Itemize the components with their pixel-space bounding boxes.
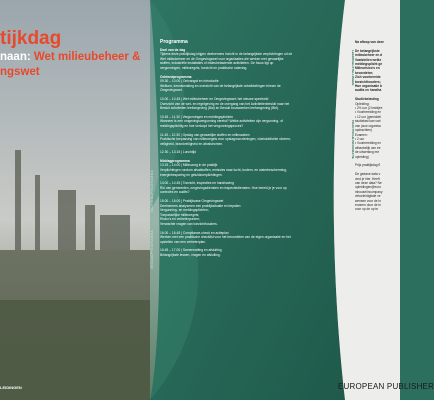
vertical-label-afternoon: MIDDAGPROGRAMMA — [150, 230, 154, 269]
right-column-line: Examen: — [355, 132, 368, 137]
right-column-line: De gedane data v — [355, 172, 381, 177]
program-line: Vergunning- en meldingsplichten; — [160, 208, 209, 213]
vertical-label-goals: LEERDOELSTELLINGEN — [351, 50, 355, 86]
program-line: meldingsplichtig en hoe verloopt het vergunningsproces? — [160, 123, 244, 128]
program-line: 15.00 – 16.00 | Praktijkcase Omgevingswet — [160, 199, 224, 204]
program-line: Deelnemers analyseren een praktijksituatie en bepalen: — [160, 203, 242, 208]
right-column-line: audits en handha — [355, 88, 382, 93]
program-heading: Programma — [160, 39, 188, 45]
program-line: 12.30 – 13.15 | Lunchtijd — [160, 150, 197, 155]
program-line: 16.45 – 17.00 | Samenvatting en afsluiting — [160, 248, 222, 253]
program-section — [160, 97, 340, 111]
right-column-line: opleiding) — [355, 154, 369, 159]
right-column-line: Prijs praktijkdag € — [355, 163, 381, 168]
bottom-left-label: LEIDINGEN — [0, 385, 22, 390]
program-line: Verwachte vragen van toezichthouders. — [160, 222, 218, 226]
program-section — [160, 231, 340, 245]
program-line: 11.45 – 12.30 | Opslag van gevaarlijke stoffen en milieuzaken — [160, 132, 250, 137]
program-line: Praktische toepassing van milieuregels voor opslagvoorzieningen, vloeistofdichte vloeren, — [160, 137, 291, 142]
program-line: Toepasselijke milieuregels; — [160, 212, 200, 217]
program-line: Rol van gemeenten, omgevingsdiensten en inspectiediensten. Hoe bereid je je voor op — [160, 185, 287, 190]
program-line: Wanneer is een omgevingsvergunning vereist? Welke activiteiten zijn vergunning- of — [160, 119, 283, 124]
program-line: stoffen, industriële installaties of milieubelastende activiteiten. De focus ligt op — [160, 61, 274, 66]
program-line: 13.15 – 14.00 | Milieuzorg in de praktijk — [160, 163, 218, 168]
right-info-column — [355, 40, 403, 212]
program-section-title: Middagprogramma — [160, 158, 190, 163]
right-column-line: Na afloop van deze — [355, 40, 384, 44]
program-line: Besluit activiteiten leefomgeving (Bal) en Besluit bouwwerken leefomgeving (Bbl). — [160, 106, 279, 111]
right-column-line: virtuele/digitale ve — [355, 194, 381, 199]
right-column-line: wensen voor de In — [355, 198, 382, 203]
right-column-line: Vaststellen welke — [355, 57, 382, 62]
program-line: Tijdens deze praktijkdag krijgen deelnemers inzicht in de belangrijkste verplichtingen uit de — [160, 52, 293, 57]
program-line: 10.45 – 11.30 | Vergunningen en meldingsplichten — [160, 114, 234, 119]
program-line: Wet milieubeheer en de Omgevingswet voor organisaties die werken met gevaarlijke — [160, 56, 284, 61]
program-panel — [160, 40, 340, 262]
right-column-line: • 12 uur (gemiddel — [355, 114, 381, 119]
program-line: vergunningen, milieuregels, toezicht en praktische naleving. — [160, 65, 248, 70]
right-column-line: van deze data? Ne — [355, 180, 382, 185]
page-title: tijkdag — [0, 28, 62, 49]
right-column-line: • 2½ uur (2 lesbijee — [355, 106, 383, 111]
program-line: 14.00 – 14.45 | Toezicht, inspecties en handhaving — [160, 181, 234, 186]
program-line: 09.30 – 10.00 | Ontvangst en introductie — [160, 79, 219, 84]
program-section — [160, 48, 340, 71]
program-sections — [160, 48, 340, 258]
right-column-line: Opleiding: — [355, 101, 370, 106]
program-section-title: Ochtendprogramma — [160, 74, 192, 79]
program-line: Werken met een praktische checklist voor het beoordelen van de eigen organisatie en het — [160, 235, 291, 240]
right-column-line: • Voorbereiding en — [355, 110, 382, 115]
right-column-line: vind je hier. Heeft — [355, 176, 380, 181]
program-line: Overzicht van de wet- en regelgeving en de overgang van het Activiteitenbesluit naar het — [160, 101, 290, 106]
program-section — [160, 181, 340, 195]
program-line: Omgevingswet. — [160, 88, 183, 93]
subtitle-highlight: Wet milieubeheer & — [33, 51, 141, 63]
program-line: Verplichtingen rondom afvalstoffen, emissies naar lucht, bodem- en waterbescherming, — [160, 168, 287, 173]
program-line: Belangrijkste lessen, vragen en afsluiting. — [160, 252, 221, 257]
program-line: veiligheid, brandveiligheid en afvalstromen. — [160, 141, 224, 146]
right-column-line: van jouw organisa — [355, 123, 381, 128]
right-column-line: Hun organisatie b — [355, 84, 382, 89]
program-section — [160, 133, 340, 147]
program-section — [160, 248, 340, 257]
program-line: 10.00 – 10.45 | Wet milieubeheer en Omgevingswet: het nieuwe speelveld — [160, 96, 269, 101]
program-section — [160, 115, 340, 129]
right-column-line: studielast kan vari — [355, 119, 381, 124]
right-column-line: afhankelijk van ee — [355, 145, 381, 150]
right-column-line: De belangrijkste — [355, 48, 380, 53]
right-column-line: Milieurisico's en — [355, 66, 380, 71]
program-line: energiebesparing en geluidsverplichtingen. — [160, 172, 223, 177]
subtitle-prefix: naan: — [0, 51, 31, 63]
publisher-name: EUROPEAN PUBLISHER — [338, 382, 434, 391]
right-column-line: voor op de op te — [355, 207, 379, 212]
vertical-label-morning: OCHTENDPROGRAMMA — [150, 170, 154, 212]
right-column-line: milieubeheer en d — [355, 53, 383, 58]
right-column-line: toezichthouders; — [355, 79, 381, 84]
program-line: opstellen van een verbeterplan. — [160, 239, 207, 244]
right-column-line: • 2 uur — [355, 136, 365, 141]
right-column-line: opleidingen@euro — [355, 185, 381, 190]
page-subtitle — [0, 50, 140, 80]
program-section — [160, 199, 340, 227]
right-column-line: Zich voorbereide — [355, 75, 381, 80]
right-column-line: ervaren door de In — [355, 202, 382, 207]
right-column-line: inhouse/incompany — [355, 189, 383, 194]
right-column-line: opdrachten) — [355, 128, 373, 133]
program-line: 16.00 – 16.45 | Compliance-check en actieplan — [160, 230, 229, 235]
right-column-line: meldingsplicht ge — [355, 62, 383, 67]
subtitle-line2: ngswet — [0, 66, 40, 78]
program-line: controles en audits? — [160, 190, 190, 195]
right-column-line: Studiebelasting — [355, 97, 379, 102]
program-line: Welkom, kennismaking en overzicht van de belangrijkste ontwikkelingen binnen de — [160, 83, 281, 88]
program-section — [160, 159, 340, 177]
vertical-label-practical: PRAKTISCHE INFORMATIE — [351, 120, 355, 159]
program-section — [160, 75, 340, 93]
program-section — [160, 150, 340, 155]
right-column-line: beoordelen; — [355, 70, 374, 75]
right-column-line: de uitwerking me — [355, 150, 380, 155]
right-column-line: • Voorbereiding ex — [355, 141, 381, 146]
program-section-title: Doel van de dag — [160, 47, 186, 52]
program-line: Risico's en verbeterpunten; — [160, 217, 200, 222]
